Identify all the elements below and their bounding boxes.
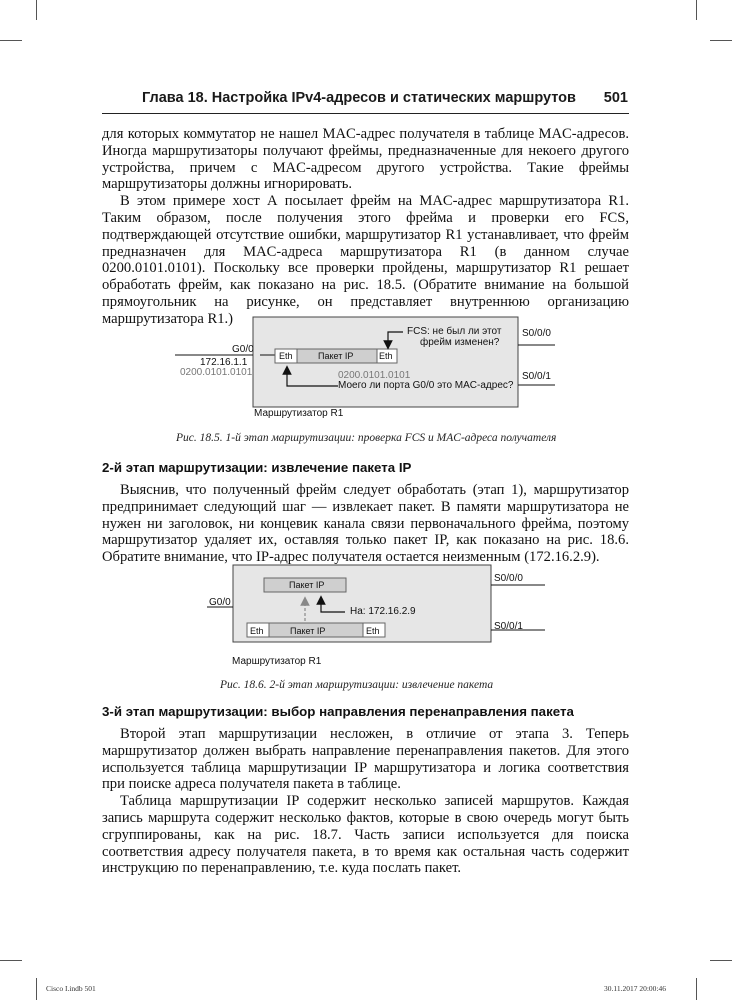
ip-packet-label: Пакет IP	[290, 626, 326, 636]
iface-s0-0-0-label: S0/0/0	[522, 328, 551, 339]
router-label: Маршрутизатор R1	[254, 408, 344, 419]
section-3-text	[102, 726, 629, 877]
fcs-question-line1: FCS: не был ли этот	[407, 326, 502, 337]
destination-label: На: 172.16.2.9	[350, 606, 416, 617]
eth-header-label: Eth	[250, 626, 264, 636]
inner-mac-label: 0200.0101.0101	[338, 370, 411, 381]
router-label: Маршрутизатор R1	[232, 656, 322, 667]
crop-mark	[710, 960, 732, 961]
iface-g0-0-label: G0/0	[232, 344, 254, 355]
header-rule	[102, 113, 629, 114]
footer-datetime: 30.11.2017 20:00:46	[604, 984, 667, 993]
figure-caption: Рис. 18.5. 1-й этап маршрутизации: проверка FCS и MAC-адреса получателя	[176, 432, 557, 444]
iface-s0-0-1-label: S0/0/1	[494, 621, 523, 632]
iface-g0-0-label: G0/0	[209, 597, 231, 608]
eth-header-label: Eth	[279, 351, 293, 361]
crop-mark	[696, 978, 697, 1000]
ip-packet-label: Пакет IP	[318, 351, 354, 361]
eth-trailer-label: Eth	[379, 351, 393, 361]
fcs-question-line2: фрейм изменен?	[420, 337, 500, 348]
figure-caption: Рис. 18.6. 2-й этап маршрутизации: извлечение пакета	[220, 679, 494, 691]
section-2-text	[102, 482, 629, 566]
chapter-title: Глава 18. Настройка IPv4-адресов и статических маршрутов	[142, 90, 576, 106]
mac-address-label: 0200.0101.0101	[180, 367, 253, 378]
eth-trailer-label: Eth	[366, 626, 380, 636]
paragraph: Таблица маршрутизации IP содержит несколько записей маршрутов. Каждая запись маршрута содержит несколько фактов, которые в свою очередь могут быть сгруппированы, как на рис. 18.7. Часть записи используется для поиска соответствия адресу получателя пакета, в то время как остальная часть содержит инструкцию по перенаправлению, т.е. куда послать пакет.	[102, 793, 629, 877]
ip-address-label: 172.16.1.1	[200, 357, 248, 368]
crop-mark	[0, 960, 22, 961]
crop-mark	[710, 40, 732, 41]
footer-file: Cisco I.indb 501	[46, 984, 96, 993]
intro-text	[102, 126, 629, 328]
iface-s0-0-0-label: S0/0/0	[494, 573, 523, 584]
iface-s0-0-1-label: S0/0/1	[522, 371, 551, 382]
crop-mark	[36, 978, 37, 1000]
ip-packet-label: Пакет IP	[289, 580, 325, 590]
section-heading: 3-й этап маршрутизации: выбор направления перенаправления пакета	[102, 704, 574, 719]
paragraph: В этом примере хост А посылает фрейм на MAC-адрес маршрутизатора R1. Таким образом, после получения этого фрейма и проверки его FCS, подтверждающей отсутствие ошибки, маршрутизатор R1 устанавливает, что фрейм предназначен для MAC-адреса маршрутизатора R1 (в данном случае 0200.0101.0101). Поскольку все проверки пройдены, маршрутизатор R1 решает обработать фрейм, как показано на рис. 18.5. (Обратите внимание на большой прямоугольник на рисунке, он представляет внутреннюю организацию маршрутизатора R1.)	[102, 193, 629, 327]
page-number: 501	[603, 90, 628, 106]
paragraph: Второй этап маршрутизации несложен, в отличие от этапа 3. Теперь маршрутизатор должен выбрать направление перенаправления пакетов. Для этого используется таблица маршрутизации IP маршрутизатора и логика соответствия при поиске адреса получателя пакета в таблице.	[102, 726, 629, 793]
crop-mark	[696, 0, 697, 20]
crop-mark	[36, 0, 37, 20]
paragraph: Выяснив, что полученный фрейм следует обработать (этап 1), маршрутизатор предпринимает следующий шаг — извлекает пакет. В памяти маршрутизатора не нужен ни заголовок, ни концевик канала связи первоначального фрейма, поэтому маршрутизатор удаляет их, оставляя только пакет IP, как показано на рис. 18.6. Обратите внимание, что IP-адрес получателя остается неизменным (172.16.2.9).	[102, 482, 629, 566]
crop-mark	[0, 40, 22, 41]
mac-question-label: Моего ли порта G0/0 это MAC-адрес?	[338, 380, 514, 391]
paragraph: для которых коммутатор не нашел MAC-адрес получателя в таблице MAC-адресов. Иногда маршрутизаторы получают фреймы, предназначенные для некоего другого устройства, причем с MAC-адресом другого устройства. Такие фреймы маршрутизаторы должны игнорировать.	[102, 126, 629, 193]
section-heading: 2-й этап маршрутизации: извлечение пакета IP	[102, 460, 412, 475]
